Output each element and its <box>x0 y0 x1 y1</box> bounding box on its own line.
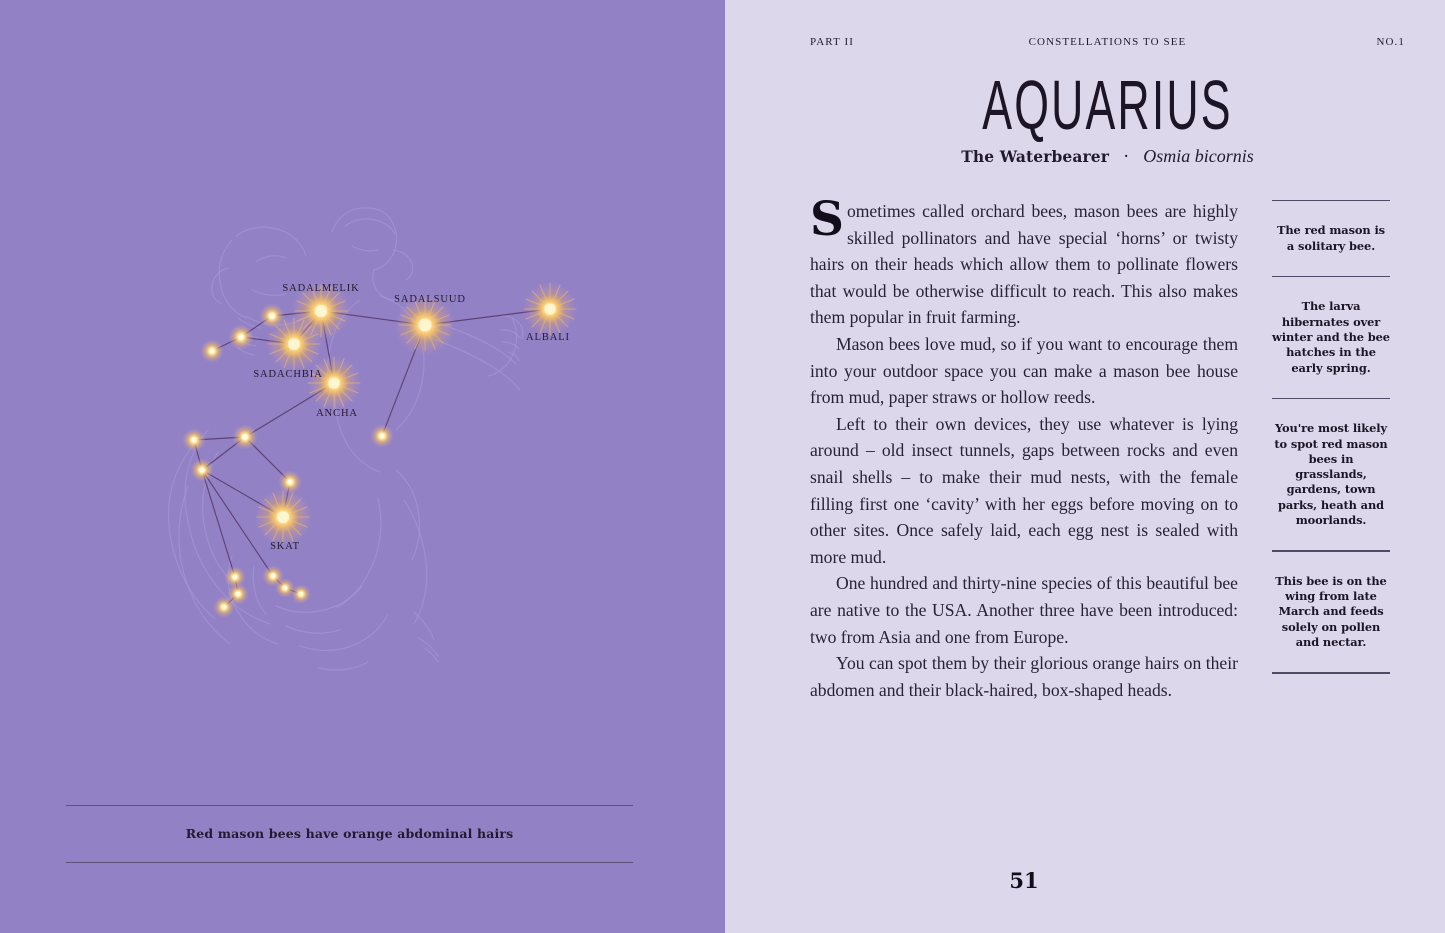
star-skat <box>254 488 312 546</box>
star-albali <box>523 282 577 336</box>
fact-rule <box>1272 276 1390 277</box>
body-paragraph: One hundred and thirty-nine species of this beautiful bee are native to the USA. Another three have been introduced: two from Asia and one from Europe. <box>810 573 1238 647</box>
caption-rule-bottom <box>66 862 633 863</box>
fact-sidebar <box>1272 200 1390 674</box>
subtitle-common-name: The Waterbearer <box>961 147 1110 166</box>
fact-item: This bee is on the wing from late March and feeds solely on pollen and nectar. <box>1275 573 1387 649</box>
constellation-svg <box>0 0 725 790</box>
subtitle-latin-name: Osmia bicornis <box>1143 146 1254 166</box>
fact-rule <box>1272 200 1390 201</box>
title-area <box>810 67 1405 167</box>
running-head-part: PART II <box>810 36 855 48</box>
star-label-albali: ALBALI <box>526 332 570 343</box>
figure-caption: Red mason bees have orange abdominal hairs <box>185 826 514 841</box>
body-text-column <box>810 192 1238 703</box>
body-paragraph: Mason bees love mud, so if you want to encourage them into your outdoor space you can make a mason bee house from mud, paper straws or hollow reeds. <box>810 333 1238 408</box>
star-label-sadachbia: SADACHBIA <box>253 369 323 380</box>
star-label-sadalsuud: SADALSUUD <box>394 294 466 305</box>
figure-caption-block <box>66 805 633 863</box>
fact-rule <box>1272 550 1390 551</box>
running-head-number: NO.1 <box>1376 36 1405 48</box>
constellation-illustration <box>0 0 725 790</box>
fact-item: You're most likely to spot red mason bees in grasslands, gardens, town parks, heath and moorlands. <box>1274 421 1388 528</box>
body-paragraph: Left to their own devices, they use whatever is lying around – old insect tunnels, gaps between rocks and even snail shells – to make their mud nests, with the female filling first one ‘cavity’ with her eggs before moving on to other sites. Once safely laid, each egg nest is sealed with more mud. <box>810 413 1238 567</box>
fact-item: The larva hibernates over winter and the bee hatches in the early spring. <box>1272 299 1390 375</box>
fact-rule <box>1272 398 1390 399</box>
fact-rule <box>1272 672 1390 673</box>
star-ancha <box>307 356 361 410</box>
star-label-sadalmelik: SADALMELIK <box>282 283 360 294</box>
star-sadachbia <box>266 316 322 372</box>
star-label-skat: SKAT <box>270 541 300 552</box>
page-number: 51 <box>1009 868 1039 893</box>
right-page <box>725 0 1445 933</box>
subtitle <box>810 146 1405 167</box>
page-title: AQUARIUS <box>982 67 1233 145</box>
star-label-ancha: ANCHA <box>316 408 358 419</box>
subtitle-separator: · <box>1123 147 1129 167</box>
body-paragraph: You can spot them by their glorious orange hairs on their abdomen and their black-haired, box-shaped heads. <box>810 653 1238 700</box>
body-paragraph: Sometimes called orchard bees, mason bees are highly skilled pollinators and have special ‘horns’ or twisty hairs on their heads which allow them to pollinate flowers that would be otherwise difficult to reach. This also makes them popular in fruit farming. <box>810 192 1238 328</box>
running-head-section: CONSTELLATIONS TO SEE <box>1028 36 1187 48</box>
caption-rule-top <box>66 805 633 806</box>
fact-item: The red mason is a solitary bee. <box>1277 223 1385 253</box>
named-stars <box>254 281 577 546</box>
running-head <box>810 36 1405 48</box>
